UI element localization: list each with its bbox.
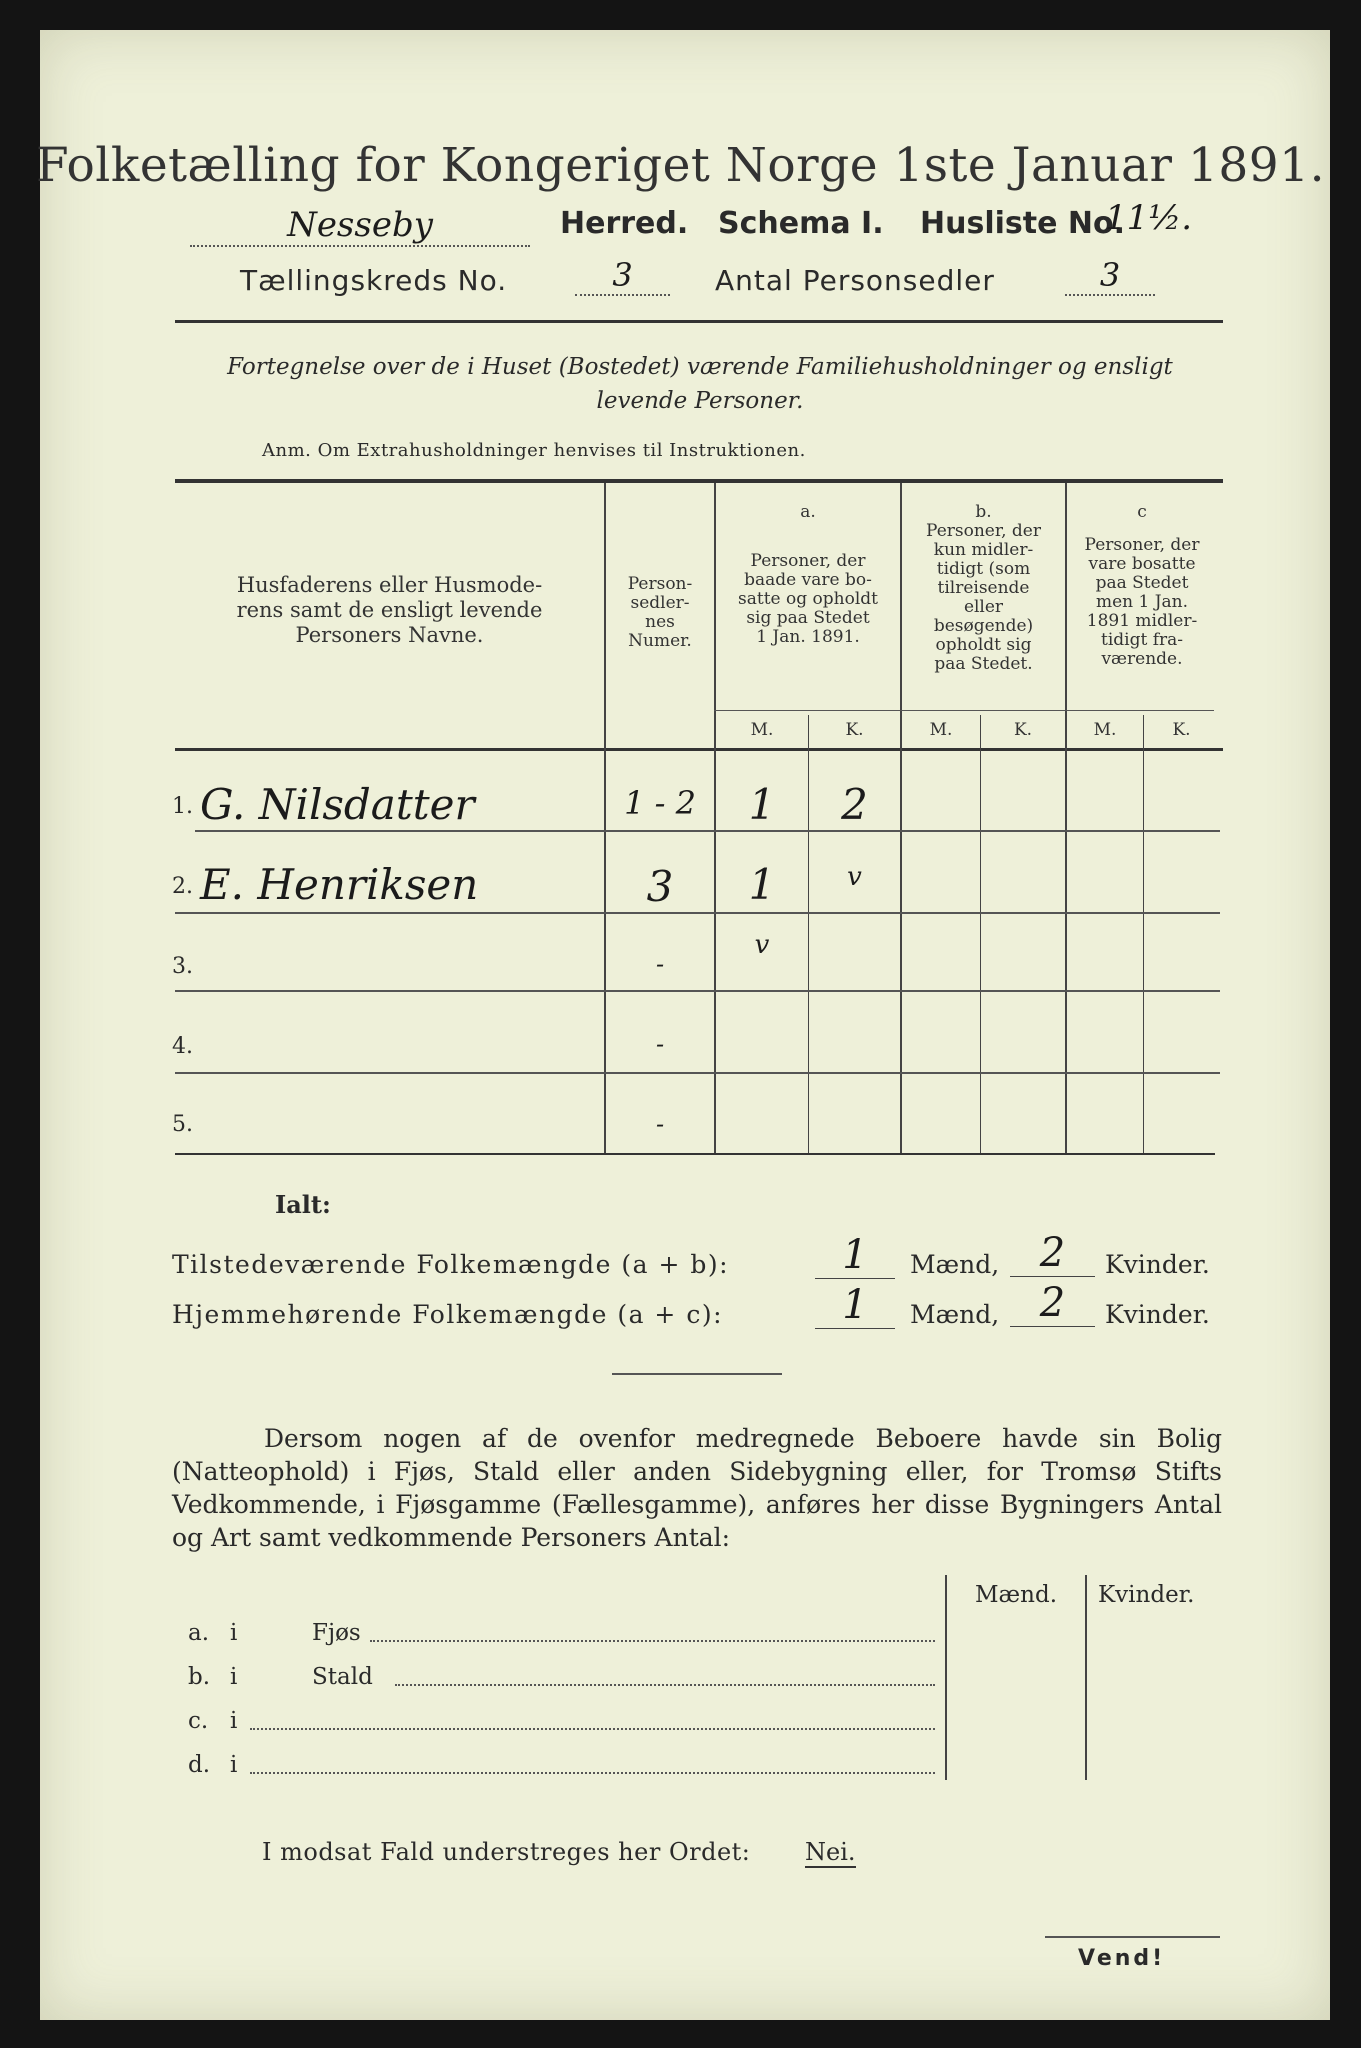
row-rule-2 bbox=[175, 912, 1220, 914]
buildings-paragraph: Dersom nogen af de ovenfor medregnede Beboere havde sin Bolig (Natteophold) i Fjøs, Stald eller anden Sidebygning eller, for Tromsø Stifts Vedkommende, i Fjøsgamme (Fællesgamme), anføres her disse Bygningers Antal og Art samt vedkommende Personers Antal: bbox=[172, 1424, 1222, 1552]
row-rule-4 bbox=[175, 1072, 1220, 1074]
row-rule-3 bbox=[175, 990, 1220, 992]
row-number: 5. bbox=[172, 1112, 193, 1137]
row-number: 2. bbox=[172, 874, 193, 899]
tilstede-kvinder-value: 2 bbox=[1010, 1230, 1095, 1277]
a-m-value: 1 bbox=[748, 860, 776, 909]
a-m-header: M. bbox=[750, 720, 774, 740]
col-divider-b-mk bbox=[980, 715, 981, 1153]
vend-label: Vend! bbox=[1078, 1946, 1166, 1971]
person-name: E. Henriksen bbox=[200, 860, 479, 909]
person-numer: 3 bbox=[646, 862, 674, 911]
a-m-value: 1 bbox=[748, 780, 776, 829]
kvinder-label-1: Kvinder. bbox=[1105, 1250, 1210, 1279]
fjos-dotted-line bbox=[370, 1640, 935, 1642]
intro-line-2: levende Personer. bbox=[596, 388, 804, 414]
tilstedevaerende-label: Tilstedeværende Folkemængde (a + b): bbox=[172, 1250, 730, 1279]
mk-subheader-rule bbox=[714, 710, 1214, 711]
kvinder-label-2: Kvinder. bbox=[1105, 1300, 1210, 1329]
vend-rule bbox=[1045, 1936, 1220, 1938]
stald-dotted-line bbox=[395, 1684, 935, 1686]
row-number: 4. bbox=[172, 1034, 193, 1059]
person-numer: - bbox=[655, 950, 665, 978]
buildings-col-divider-2 bbox=[1085, 1575, 1087, 1780]
a-k-value: v bbox=[847, 862, 862, 892]
b-k-header: K. bbox=[1013, 720, 1033, 740]
buildings-col-divider-1 bbox=[945, 1575, 947, 1780]
hjemmehorende-label: Hjemmehørende Folkemængde (a + c): bbox=[172, 1300, 723, 1329]
hjemme-kvinder-value: 2 bbox=[1010, 1280, 1095, 1327]
herred-field bbox=[190, 205, 530, 245]
row-number: 3. bbox=[172, 954, 193, 979]
ialt-label: Ialt: bbox=[275, 1190, 331, 1219]
col-header-num: Person- sedler- nes Numer. bbox=[627, 574, 693, 651]
row-rule-1 bbox=[195, 830, 1220, 832]
maend-label-1: Mænd, bbox=[910, 1250, 1000, 1279]
b-m-header: M. bbox=[929, 720, 953, 740]
antal-label: Antal Personsedler bbox=[715, 264, 995, 297]
nei-word: Nei. bbox=[805, 1838, 856, 1866]
a-m-value: v bbox=[754, 930, 770, 960]
husliste-value: 11½. bbox=[1105, 198, 1193, 238]
col-header-name: Husfaderens eller Husmode- rens samt de ensligt levende Personers Navne. bbox=[236, 573, 543, 647]
buildings-maend-header: Mænd. bbox=[975, 1582, 1058, 1608]
anm-note: Anm. Om Extrahusholdninger henvises til Instruktionen. bbox=[262, 440, 806, 461]
kreds-label: Tællingskreds No. bbox=[240, 264, 508, 297]
c-k-header: K. bbox=[1172, 720, 1191, 740]
table-bottom-rule bbox=[175, 1153, 1215, 1155]
modsat-text: I modsat Fald understreges her Ordet: bbox=[262, 1838, 751, 1866]
person-name: G. Nilsdatter bbox=[200, 780, 475, 829]
herred-value: Nesseby bbox=[190, 205, 530, 247]
header-divider bbox=[175, 320, 1223, 323]
a-k-value: 2 bbox=[841, 780, 868, 829]
d-dotted-line bbox=[250, 1772, 935, 1774]
a-k-header: K. bbox=[845, 720, 864, 740]
col-header-b: b. Personer, der kun midler- tidigt (som tilreisende eller besøgende) opholdt sig paa Stedet. bbox=[926, 502, 1041, 674]
col-header-c: c Personer, der vare bosatte paa Stedet men 1 Jan. 1891 midler- tidigt fra- værende. bbox=[1084, 502, 1200, 669]
maend-label-2: Mænd, bbox=[910, 1300, 1000, 1329]
person-numer: - bbox=[655, 1110, 665, 1138]
form-title: Folketælling for Kongeriget Norge 1ste Januar 1891. bbox=[35, 138, 1326, 193]
husliste-label: Husliste No. bbox=[920, 206, 1125, 241]
buildings-kvinder-header: Kvinder. bbox=[1098, 1582, 1195, 1608]
intro-line-1: Fortegnelse over de i Huset (Bostedet) værende Familiehusholdninger og ensligt bbox=[227, 354, 1173, 380]
person-numer: 1 - 2 bbox=[624, 784, 696, 822]
person-numer: - bbox=[655, 1030, 665, 1058]
col-divider-c-mk bbox=[1143, 715, 1144, 1153]
c-m-header: M. bbox=[1093, 720, 1117, 740]
c-dotted-line bbox=[250, 1728, 935, 1730]
col-header-a: a. Personer, der baade vare bo- satte og opholdt sig paa Stedet 1 Jan. 1891. bbox=[738, 502, 878, 647]
tilstede-maend-value: 1 bbox=[815, 1232, 895, 1279]
kreds-value: 3 bbox=[575, 256, 670, 296]
hjemme-maend-value: 1 bbox=[815, 1282, 895, 1329]
section-separator bbox=[612, 1373, 782, 1375]
row-number: 1. bbox=[172, 794, 193, 819]
schema-label: Schema I. bbox=[718, 206, 884, 241]
antal-value: 3 bbox=[1065, 256, 1155, 296]
herred-label: Herred. bbox=[560, 206, 689, 241]
